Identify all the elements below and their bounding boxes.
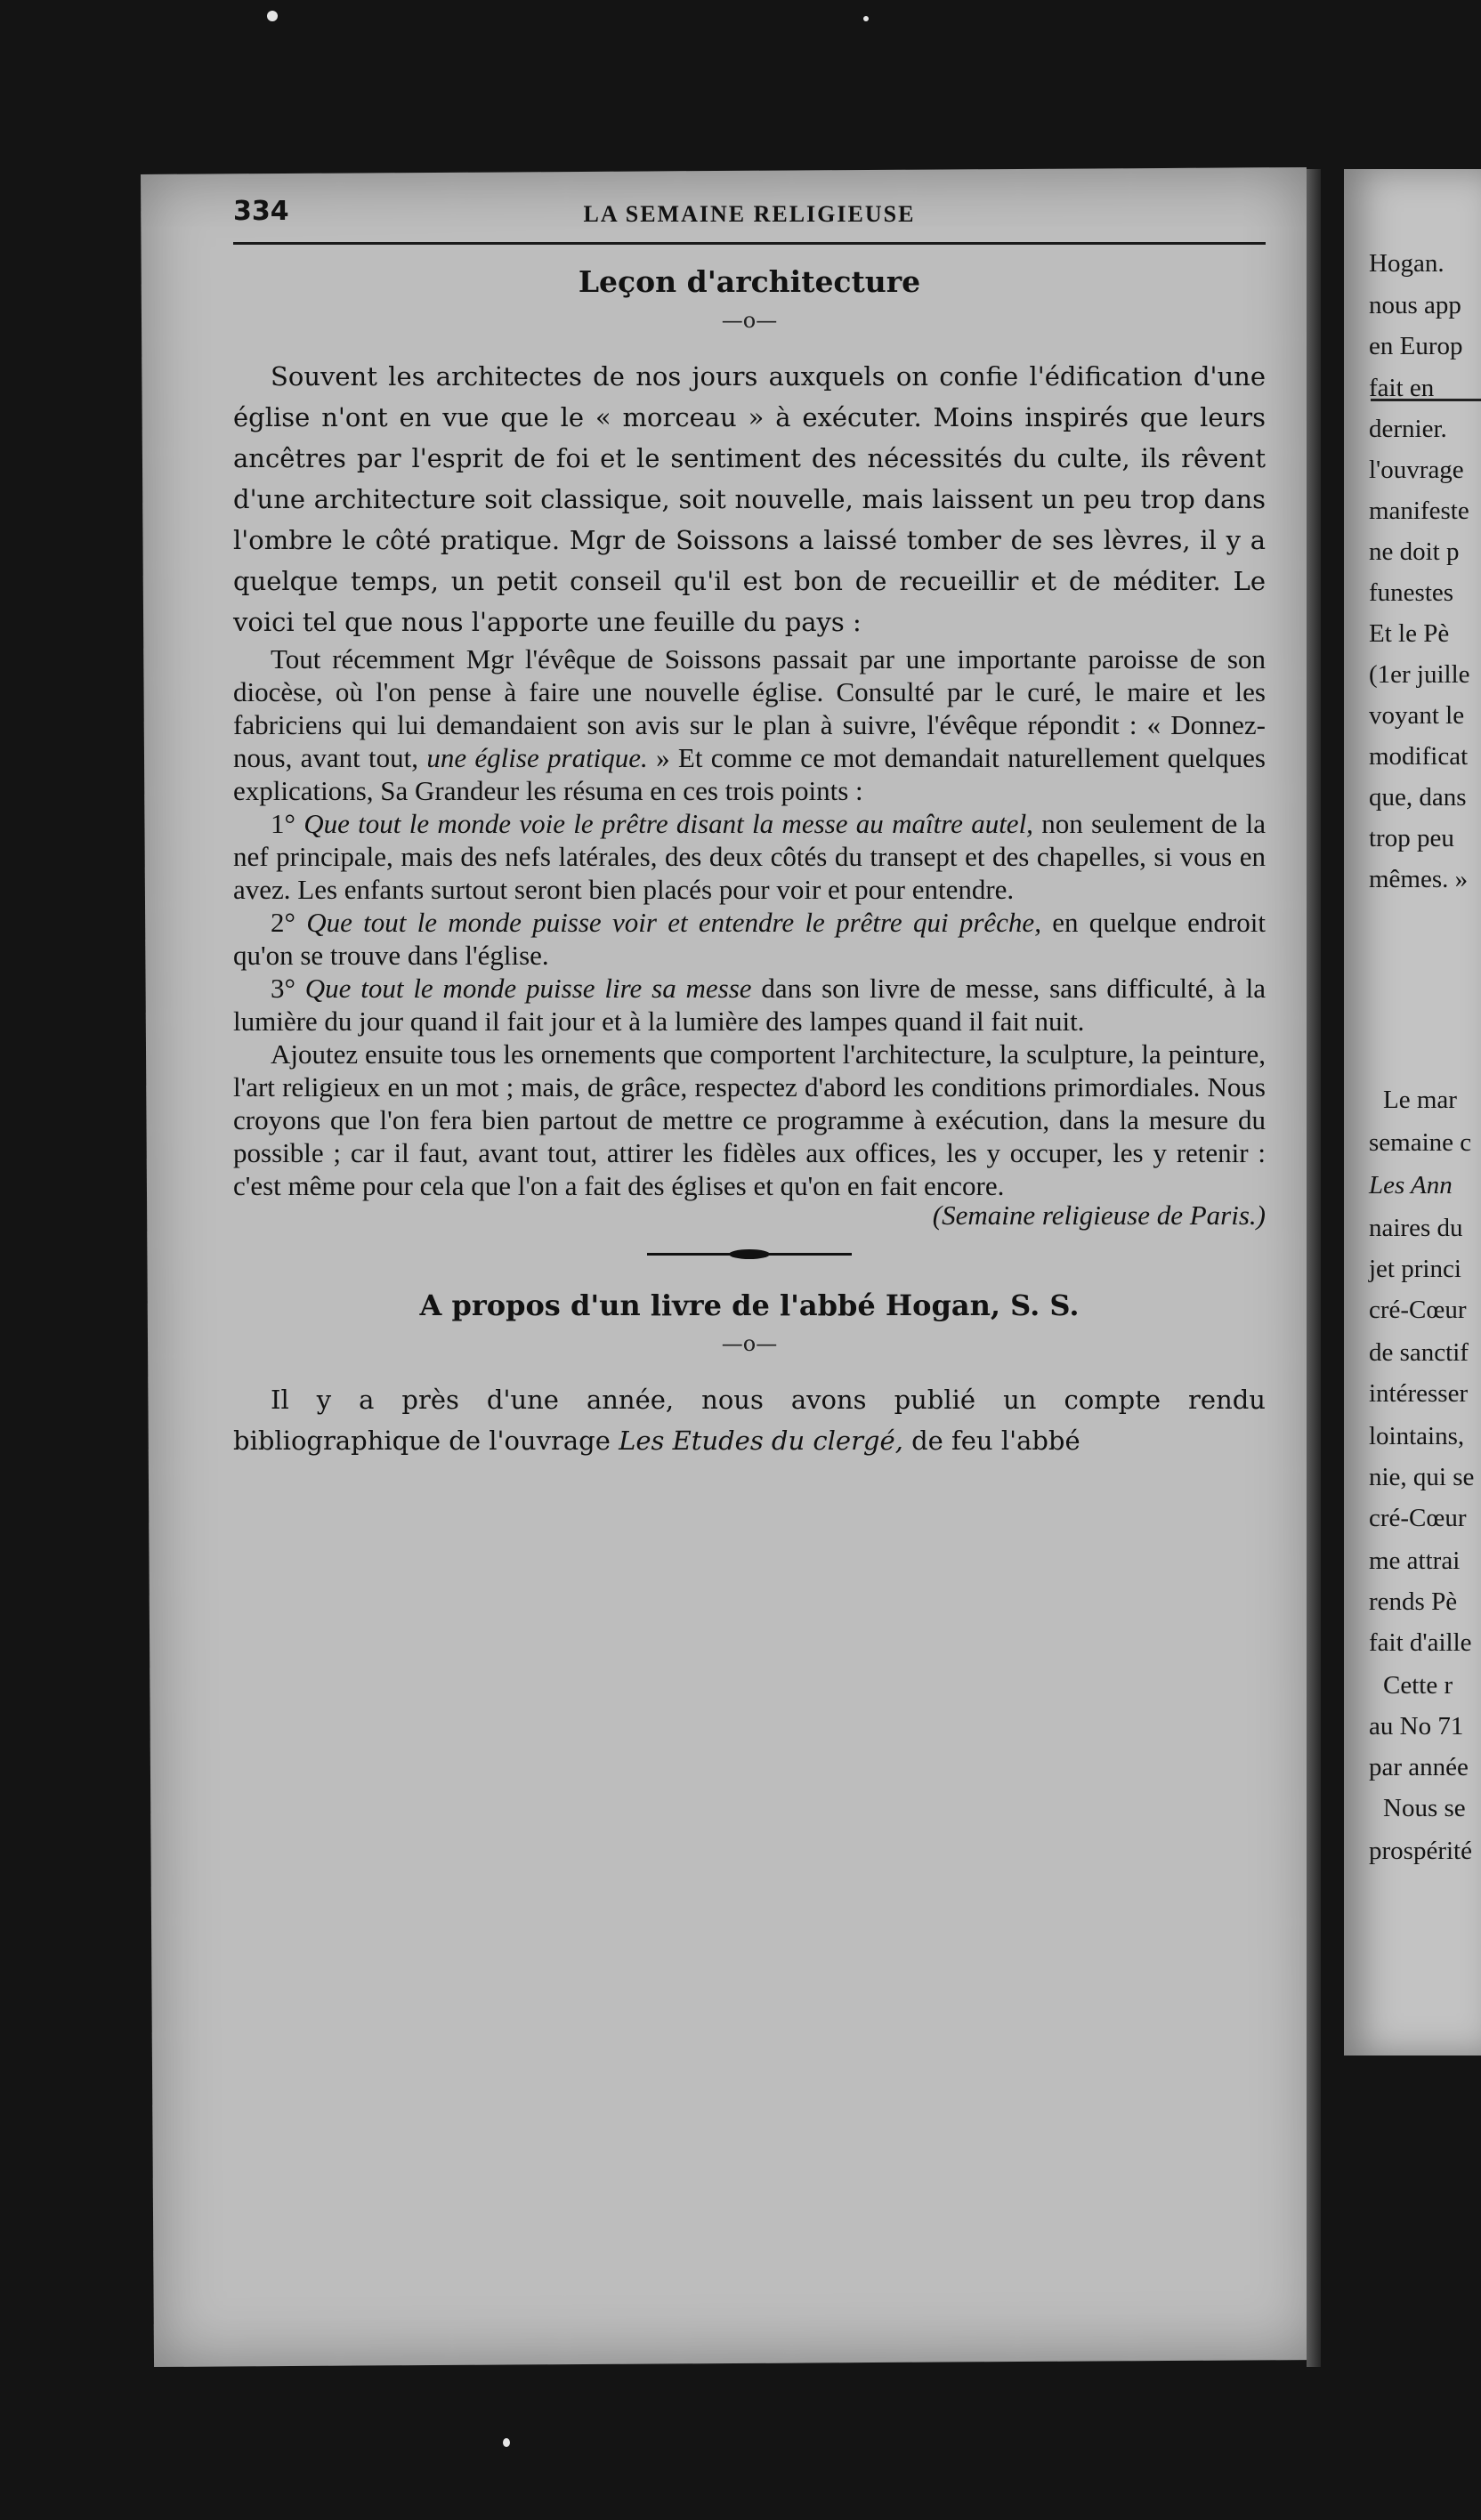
article-title: Leçon d'architecture (578, 264, 921, 299)
text-fragment: fait en (1369, 374, 1435, 402)
film-speck (863, 16, 869, 21)
text-fragment: lointains, (1369, 1422, 1465, 1450)
text-fragment: intéresser (1369, 1379, 1469, 1408)
text-fragment: nous app (1369, 291, 1461, 319)
paragraph: Ajoutez ensuite tous les ornements que comportent l'architecture, la sculpture, la peinture, l'art religieux en un mot ; mais, de grâce, respectez d'abord les conditions primordiales. Nous croyons que l'on fera bien partout de mettre ce programme à exécution, dans la mesure du possible ; car il faut, avant tout, attirer les fidèles aux offices, les y occuper, les y retenir : c'est même pour cela que l'on a fait des églises et qu'on en fait encore. (233, 1038, 1266, 1201)
text-fragment: Les Ann (1369, 1171, 1453, 1199)
italic-text: Que tout le monde puisse lire sa messe (304, 973, 752, 1004)
article-title: A propos d'un livre de l'abbé Hogan, S. S. (419, 1288, 1080, 1322)
text-fragment: rends Pè (1369, 1587, 1458, 1616)
text-fragment: (1er juille (1369, 660, 1470, 689)
list-point (233, 807, 1266, 906)
text-fragment: que, dans (1369, 783, 1467, 812)
text-fragment: Hogan. (1369, 249, 1445, 278)
text-fragment: trop peu (1369, 824, 1454, 852)
text-fragment: prospérité (1369, 1837, 1472, 1865)
page-number: 334 (233, 196, 289, 227)
text-fragment: cré-Cœur (1369, 1504, 1467, 1532)
text-fragment: me attrai (1369, 1547, 1461, 1575)
text-run: non seulement de la nef principale, mais des nefs latérales, des deux côtés du transept et des chapelles, si vous en avez. Les enfants surtout seront bien placés pour voir et pour entendre. (233, 808, 1266, 905)
text-run: de feu l'abbé (902, 1426, 1080, 1456)
scanned-page-right (1344, 169, 1481, 2056)
ornament-divider: —o— (721, 1331, 778, 1356)
text-fragment: l'ouvrage (1369, 456, 1464, 484)
point-number: 2° (271, 907, 307, 938)
text-fragment: nie, qui se (1369, 1463, 1475, 1491)
text-fragment: en Europ (1369, 332, 1463, 360)
text-fragment: funestes (1369, 578, 1454, 607)
text-fragment: Le mar (1383, 1086, 1457, 1114)
text-fragment: modificat (1369, 742, 1469, 771)
list-point (233, 906, 1266, 972)
text-fragment: mêmes. » (1369, 865, 1469, 893)
text-run: Il y a près d'une année, nous avons publié un compte rendu bibliographique de l'ouvrage (233, 1385, 1266, 1456)
ornament-divider: —o— (721, 308, 778, 333)
text-fragment: voyant le (1369, 701, 1465, 730)
text-fragment: au No 71 (1369, 1712, 1464, 1741)
publication-title: LA SEMAINE RELIGIEUSE (583, 201, 916, 227)
paragraph: Souvent les architectes de nos jours auxquels on confie l'édification d'une église n'ont en vue que le « morceau » à exécuter. Moins inspirés que leurs ancêtres par l'esprit de foi et le sentiment des nécessités du culte, ils rêvent d'une architecture soit classique, soit nouvelle, mais laissent un peu trop dans l'ombre le côté pratique. Mgr de Soissons a laissé tomber de ses lèvres, il y a quelque temps, un petit conseil qu'il est bon de recueillir et de méditer. Le voici tel que nous l'apporte une feuille du pays : (233, 361, 1266, 637)
film-speck (503, 2438, 510, 2447)
paragraph (233, 642, 1266, 807)
text-fragment: manifeste (1369, 497, 1469, 525)
italic-text: une église pratique. (426, 742, 648, 773)
text-fragment: fait d'aille (1369, 1628, 1472, 1657)
text-fragment: dernier. (1369, 415, 1447, 443)
page-content (233, 187, 1266, 1461)
paragraph (233, 1379, 1266, 1461)
text-fragment: jet princi (1369, 1255, 1461, 1283)
text-run: de Paris.) (1149, 1199, 1266, 1231)
source-credit (233, 1199, 1266, 1232)
text-fragment: de sanctif (1369, 1338, 1469, 1367)
text-fragment: ne doit p (1369, 537, 1460, 566)
point-number: 3° (271, 973, 305, 1004)
text-fragment: cré-Cœur (1369, 1296, 1467, 1324)
text-fragment: Cette r (1383, 1671, 1453, 1700)
text-fragment: naires du (1369, 1214, 1463, 1242)
text-run: Tout récemment Mgr l'évêque de Soissons passait par une importante paroisse de son diocèse, où l'on pense à faire une nouvelle église. Consulté par le curé, le maire et les fabriciens qui lui demandaient son avis sur le plan à suivre, l'évêque répondit : « Donnez-nous, avant tout, (233, 643, 1266, 773)
running-head (233, 187, 1266, 245)
text-run: » Et comme ce mot demandait naturellement quelques explications, Sa Grandeur les résuma en ces trois points : (233, 742, 1266, 806)
italic-text: (Semaine religieuse (932, 1199, 1150, 1231)
italic-text: Les Etudes du clergé, (619, 1426, 903, 1456)
text-run: dans son livre de messe, sans difficulté, à la lumière du jour quand il fait jour et à la lumière des lampes quand il fait nuit. (233, 973, 1266, 1037)
italic-text: Que tout le monde puisse voir et entendre le prêtre qui prêche, (306, 907, 1041, 938)
page-edge (1307, 169, 1321, 2367)
italic-text: Que tout le monde voie le prêtre disant la messe au maître autel, (303, 808, 1033, 839)
text-run: en quelque endroit qu'on se trouve dans l'église. (233, 907, 1266, 971)
text-fragment: Et le Pè (1369, 619, 1450, 648)
text-fragment: par année (1369, 1753, 1469, 1781)
section-divider (647, 1249, 852, 1258)
text-fragment: Nous se (1383, 1794, 1466, 1822)
point-number: 1° (271, 808, 304, 839)
text-fragment: semaine c (1369, 1128, 1472, 1157)
film-speck (267, 11, 278, 21)
list-point (233, 972, 1266, 1038)
